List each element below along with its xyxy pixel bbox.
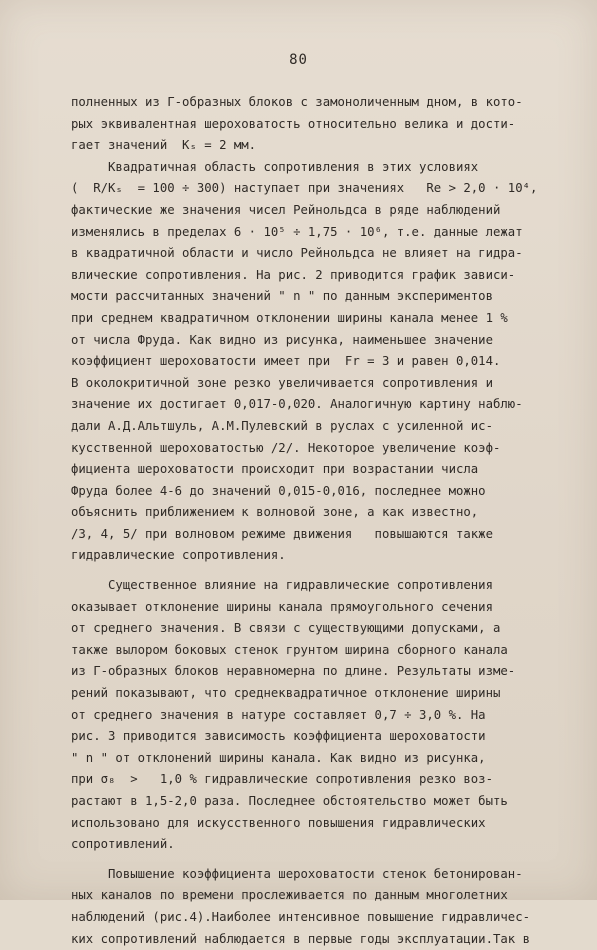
text-line: дали А.Д.Альтшуль, А.М.Пулевский в руслах с усиленной ис- [71, 418, 493, 433]
text-line [71, 567, 591, 575]
text-line: Квадратичная область сопротивления в этих условиях [71, 159, 479, 174]
text-line: изменялись в пределах 6 · 10⁵ ÷ 1,75 · 10⁶, т.е. данные лежат [71, 224, 523, 239]
text-line: при среднем квадратичном отклонении ширины канала менее 1 % [71, 310, 508, 325]
text-line: в квадратичной области и число Рейнольдса не влияет на гидра- [71, 246, 523, 261]
text-line: рис. 3 приводится зависимость коэффициента шероховатости [71, 729, 486, 744]
text-line: кусственной шероховатостью /2/. Некоторое увеличение коэф- [71, 440, 501, 455]
text-line: растают в 1,5-2,0 раза. Последнее обстоятельство может быть [71, 794, 508, 808]
text-line: значение их достигает 0,017-0,020. Аналогичную картину наблю- [71, 397, 523, 412]
text-line: оказывает отклонение ширины канала прямоугольного сечения [71, 599, 493, 614]
text-line: рых эквивалентная шероховатость относительно велика и дости- [71, 116, 516, 131]
text-line: гидравлические сопротивления. [71, 548, 286, 563]
text-line: влические сопротивления. На рис. 2 приводится график зависи- [71, 267, 516, 282]
text-line: фициента шероховатости происходит при возрастании числа [71, 462, 479, 477]
text-line: объяснить приближением к волновой зоне, а как известно, [71, 505, 479, 520]
text-line: наблюдений (рис.4).Наиболее интенсивное повышение гидравличес- [71, 909, 531, 924]
text-line: использовано для искусственного повышения гидравлических [71, 815, 486, 830]
text-line: из Г-образных блоков неравномерна по длине. Результаты изме- [71, 664, 516, 679]
text-line: мости рассчитанных значений " n " по данным экспериментов [71, 289, 493, 304]
text-line: коэффициент шероховатости имеет при Fr = 3 и равен 0,014. [71, 354, 501, 369]
text-line: полненных из Г-образных блоков с замоноличенным дном, в кото- [71, 95, 523, 109]
text-line: фактические же значения чисел Рейнольдса в ряде наблюдений [71, 202, 501, 217]
text-line: Существенное влияние на гидравлические сопротивления [71, 578, 493, 593]
text-line: ных каналов по времени прослеживается по данным многолетних [71, 888, 508, 903]
text-line: рений показывают, что среднеквадратичное отклонение ширины [71, 686, 501, 701]
text-line: от среднего значения. В связи с существующими допусками, а [71, 621, 501, 636]
text-line: Фруда более 4-6 до значений 0,015-0,016, последнее можно [71, 483, 486, 498]
page-number: 80 [289, 52, 308, 68]
text-line: /3, 4, 5/ при волновом режиме движения повышаются также [71, 526, 493, 541]
text-line: также вылором боковых стенок грунтом ширина сборного канала [71, 642, 508, 657]
text-line: " n " от отклонений ширины канала. Как видно из рисунка, [71, 750, 486, 765]
text-line: гает значений Kₛ = 2 мм. [71, 138, 257, 153]
text-line: ( R/Kₛ = 100 ÷ 300) наступает при значениях Re > 2,0 · 10⁴, [71, 181, 538, 196]
text-line [71, 856, 591, 864]
text-line: при σ₈ > 1,0 % гидравлические сопротивления резко воз- [71, 772, 493, 787]
text-line: от среднего значения в натуре составляет 0,7 ÷ 3,0 %. На [71, 707, 486, 722]
text-line: В околокритичной зоне резко увеличивается сопротивления и [71, 375, 493, 390]
body-text [71, 92, 591, 950]
text-line: ких сопротивлений наблюдается в первые годы эксплуатации.Так в [71, 931, 531, 946]
text-line: сопротивлений. [71, 837, 175, 852]
text-line: от числа Фруда. Как видно из рисунка, наименьшее значение [71, 332, 493, 347]
text-line: Повышение коэффициента шероховатости стенок бетонирован- [71, 866, 523, 881]
